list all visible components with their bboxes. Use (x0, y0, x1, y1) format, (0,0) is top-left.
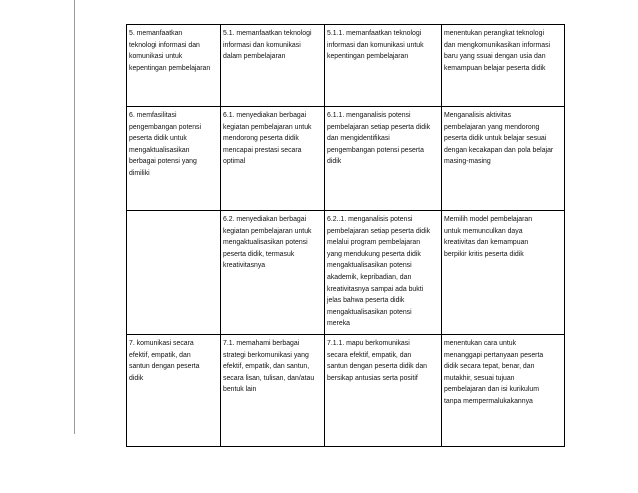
table-row (127, 211, 565, 335)
subject-competency-cell: 7.1. memahami berbagai strategi berkomunikasi yang efektif, empatik, dan santun, secara lisan, tulisan, dan/atau bentuk lain (221, 335, 325, 447)
activity-cell: Menganalisis aktivitas pembelajaran yang mendorong peserta didik untuk belajar sesuai dengan kecakapan dan pola belajar masing-masing (442, 107, 565, 211)
indicator-cell: 6.1.1. menganalisis potensi pembelajaran setiap peserta didik dan mengidentifikasi pengembangan potensi peserta didik (325, 107, 442, 211)
core-competency-cell: 5. memanfaatkan teknologi informasi dan komunikasi untuk kepentingan pembelajaran (127, 25, 221, 107)
core-competency-cell (127, 211, 221, 335)
core-competency-cell: 6. memfasilitasi pengembangan potensi peserta didik untuk mengaktualisasikan berbagai potensi yang dimiliki (127, 107, 221, 211)
subject-competency-cell: 5.1. memanfaatkan teknologi informasi dan komunikasi dalam pembelajaran (221, 25, 325, 107)
table-row (127, 335, 565, 447)
page-margin-line (74, 0, 75, 434)
core-competency-cell: 7. komunikasi secara efektif, empatik, dan santun dengan peserta didik (127, 335, 221, 447)
indicator-cell: 5.1.1. memanfaatkan teknologi informasi dan komunikasi untuk kepentingan pembelajaran (325, 25, 442, 107)
competency-table (126, 24, 565, 447)
indicator-cell: 6.2..1. menganalisis potensi pembelajaran setiap peserta didik melalui program pembelajaran yang mendukung peserta didik mengaktualisasikan potensi akademik, kepribadian, dan kreativitasnya sampai ada bukti jelas bahwa peserta didik mengaktualisasikan potensi mereka (325, 211, 442, 335)
table-row (127, 107, 565, 211)
activity-cell: menentukan cara untuk menanggapi pertanyaan peserta didik secara tepat, benar, dan mutakhir, sesuai tujuan pembelajaran dan isi kurikulum tanpa mempermalukakannya (442, 335, 565, 447)
activity-cell: menentukan perangkat teknologi dan mengkomunikasikan informasi baru yang ssuai dengan usia dan kemampuan belajar peserta didik (442, 25, 565, 107)
subject-competency-cell: 6.1. menyediakan berbagai kegiatan pembelajaran untuk mendorong peserta didik mencapai prestasi secara optimal (221, 107, 325, 211)
table-row (127, 25, 565, 107)
indicator-cell: 7.1.1. mapu berkomunikasi secara efektif, empatik, dan santun dengan peserta didik dan bersikap antusias serta positif (325, 335, 442, 447)
subject-competency-cell: 6.2. menyediakan berbagai kegiatan pembelajaran untuk mengaktualisasikan potensi peserta didik, termasuk kreativitasnya (221, 211, 325, 335)
activity-cell: Memilih model pembelajaran untuk memunculkan daya kreativitas dan kemampuan berpikir kritis peserta didik (442, 211, 565, 335)
